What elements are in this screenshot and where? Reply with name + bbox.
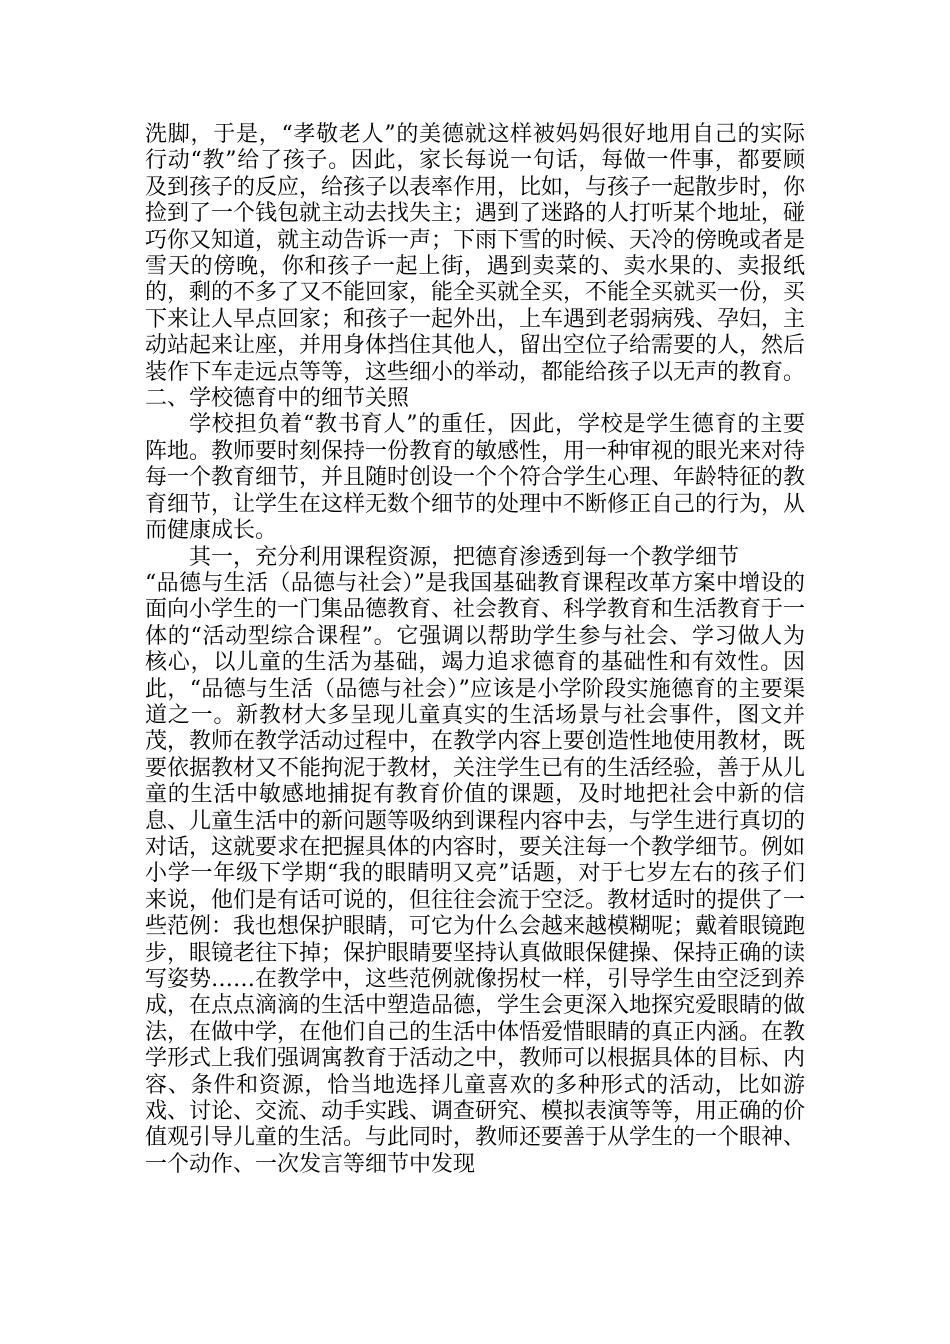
body-paragraph: 洗脚，于是，“孝敬老人”的美德就这样被妈妈很好地用自己的实际行动“教”给了孩子。因此，家长每说一句话，每做一件事，都要顾及到孩子的反应，给孩子以表率作用，比如，与孩子一起散步时，你捡到了一个钱包就主动去找失主；遇到了迷路的人打听某个地址，碰巧你又知道，就主动告诉一声；下雨下雪的时候、天冷的傍晚或者是雪天的傍晚，你和孩子一起上街，遇到卖菜的、卖水果的、卖报纸的，剩的不多了又不能回家，能全买就全买，不能全买就买一份，买下来让人早点回家；和孩子一起外出，上车遇到老弱病残、孕妇，主动站起来让座，并用身体挡住其他人，留出空位子给需要的人，然后装作下车走远点等等，这些细小的举动，都能给孩子以无声的教育。 (145, 122, 806, 385)
section-heading: 二、学校德育中的细节关照 (145, 386, 410, 412)
body-paragraph: 学校担负着“教书育人”的重任，因此，学校是学生德育的主要阵地。教师要时刻保持一份教育的敏感性，用一种审视的眼光来对待每一个教育细节，并且随时创设一个个符合学生心理、年龄特征的教育细节，让学生在这样无数个细节的处理中不断修正自己的行为，从而健康成长。 (145, 412, 806, 544)
document-page (145, 122, 805, 1178)
subsection-heading: 其一，充分利用课程资源，把德育渗透到每一个教学细节 (189, 544, 740, 570)
body-paragraph: “品德与生活（品德与社会）”是我国基础教育课程改革方案中增设的面向小学生的一门集品德教育、社会教育、科学教育和生活教育于一体的“活动型综合课程”。它强调以帮助学生参与社会、学习做人为核心，以儿童的生活为基础，竭力追求德育的基础性和有效性。因此，“品德与生活（品德与社会）”应该是小学阶段实施德育的主要渠道之一。新教材大多呈现儿童真实的生活场景与社会事件，图文并茂，教师在教学活动过程中，在教学内容上要创造性地使用教材，既要依据教材又不能拘泥于教材，关注学生已有的生活经验，善于从儿童的生活中敏感地捕捉有教育价值的课题，及时地把社会中新的信息、儿童生活中的新问题等吸纳到课程内容中去，与学生进行真切的对话，这就要求在把握具体的内容时，要关注每一个教学细节。例如小学一年级下学期“我的眼睛明又亮”话题，对于七岁左右的孩子们来说，他们是有话可说的，但往往会流于空泛。教材适时的提供了一些范例：我也想保护眼睛，可它为什么会越来越模糊呢；戴着眼镜跑步，眼镜老往下掉；保护眼睛要坚持认真做眼保健操、保持正确的读写姿势……在教学中，这些范例就像拐杖一样，引导学生由空泛到养成，在点点滴滴的生活中塑造品德，学生会更深入地探究爱眼睛的做法，在做中学，在他们自己的生活中体悟爱惜眼睛的真正内涵。在教学形式上我们强调寓教育于活动之中，教师可以根据具体的目标、内容、条件和资源，恰当地选择儿童喜欢的多种形式的活动，比如游戏、讨论、交流、动手实践、调查研究、模拟表演等等，用正确的价值观引导儿童的生活。与此同时，教师还要善于从学生的一个眼神、一个动作、一次发言等细节中发现 (145, 570, 806, 1177)
